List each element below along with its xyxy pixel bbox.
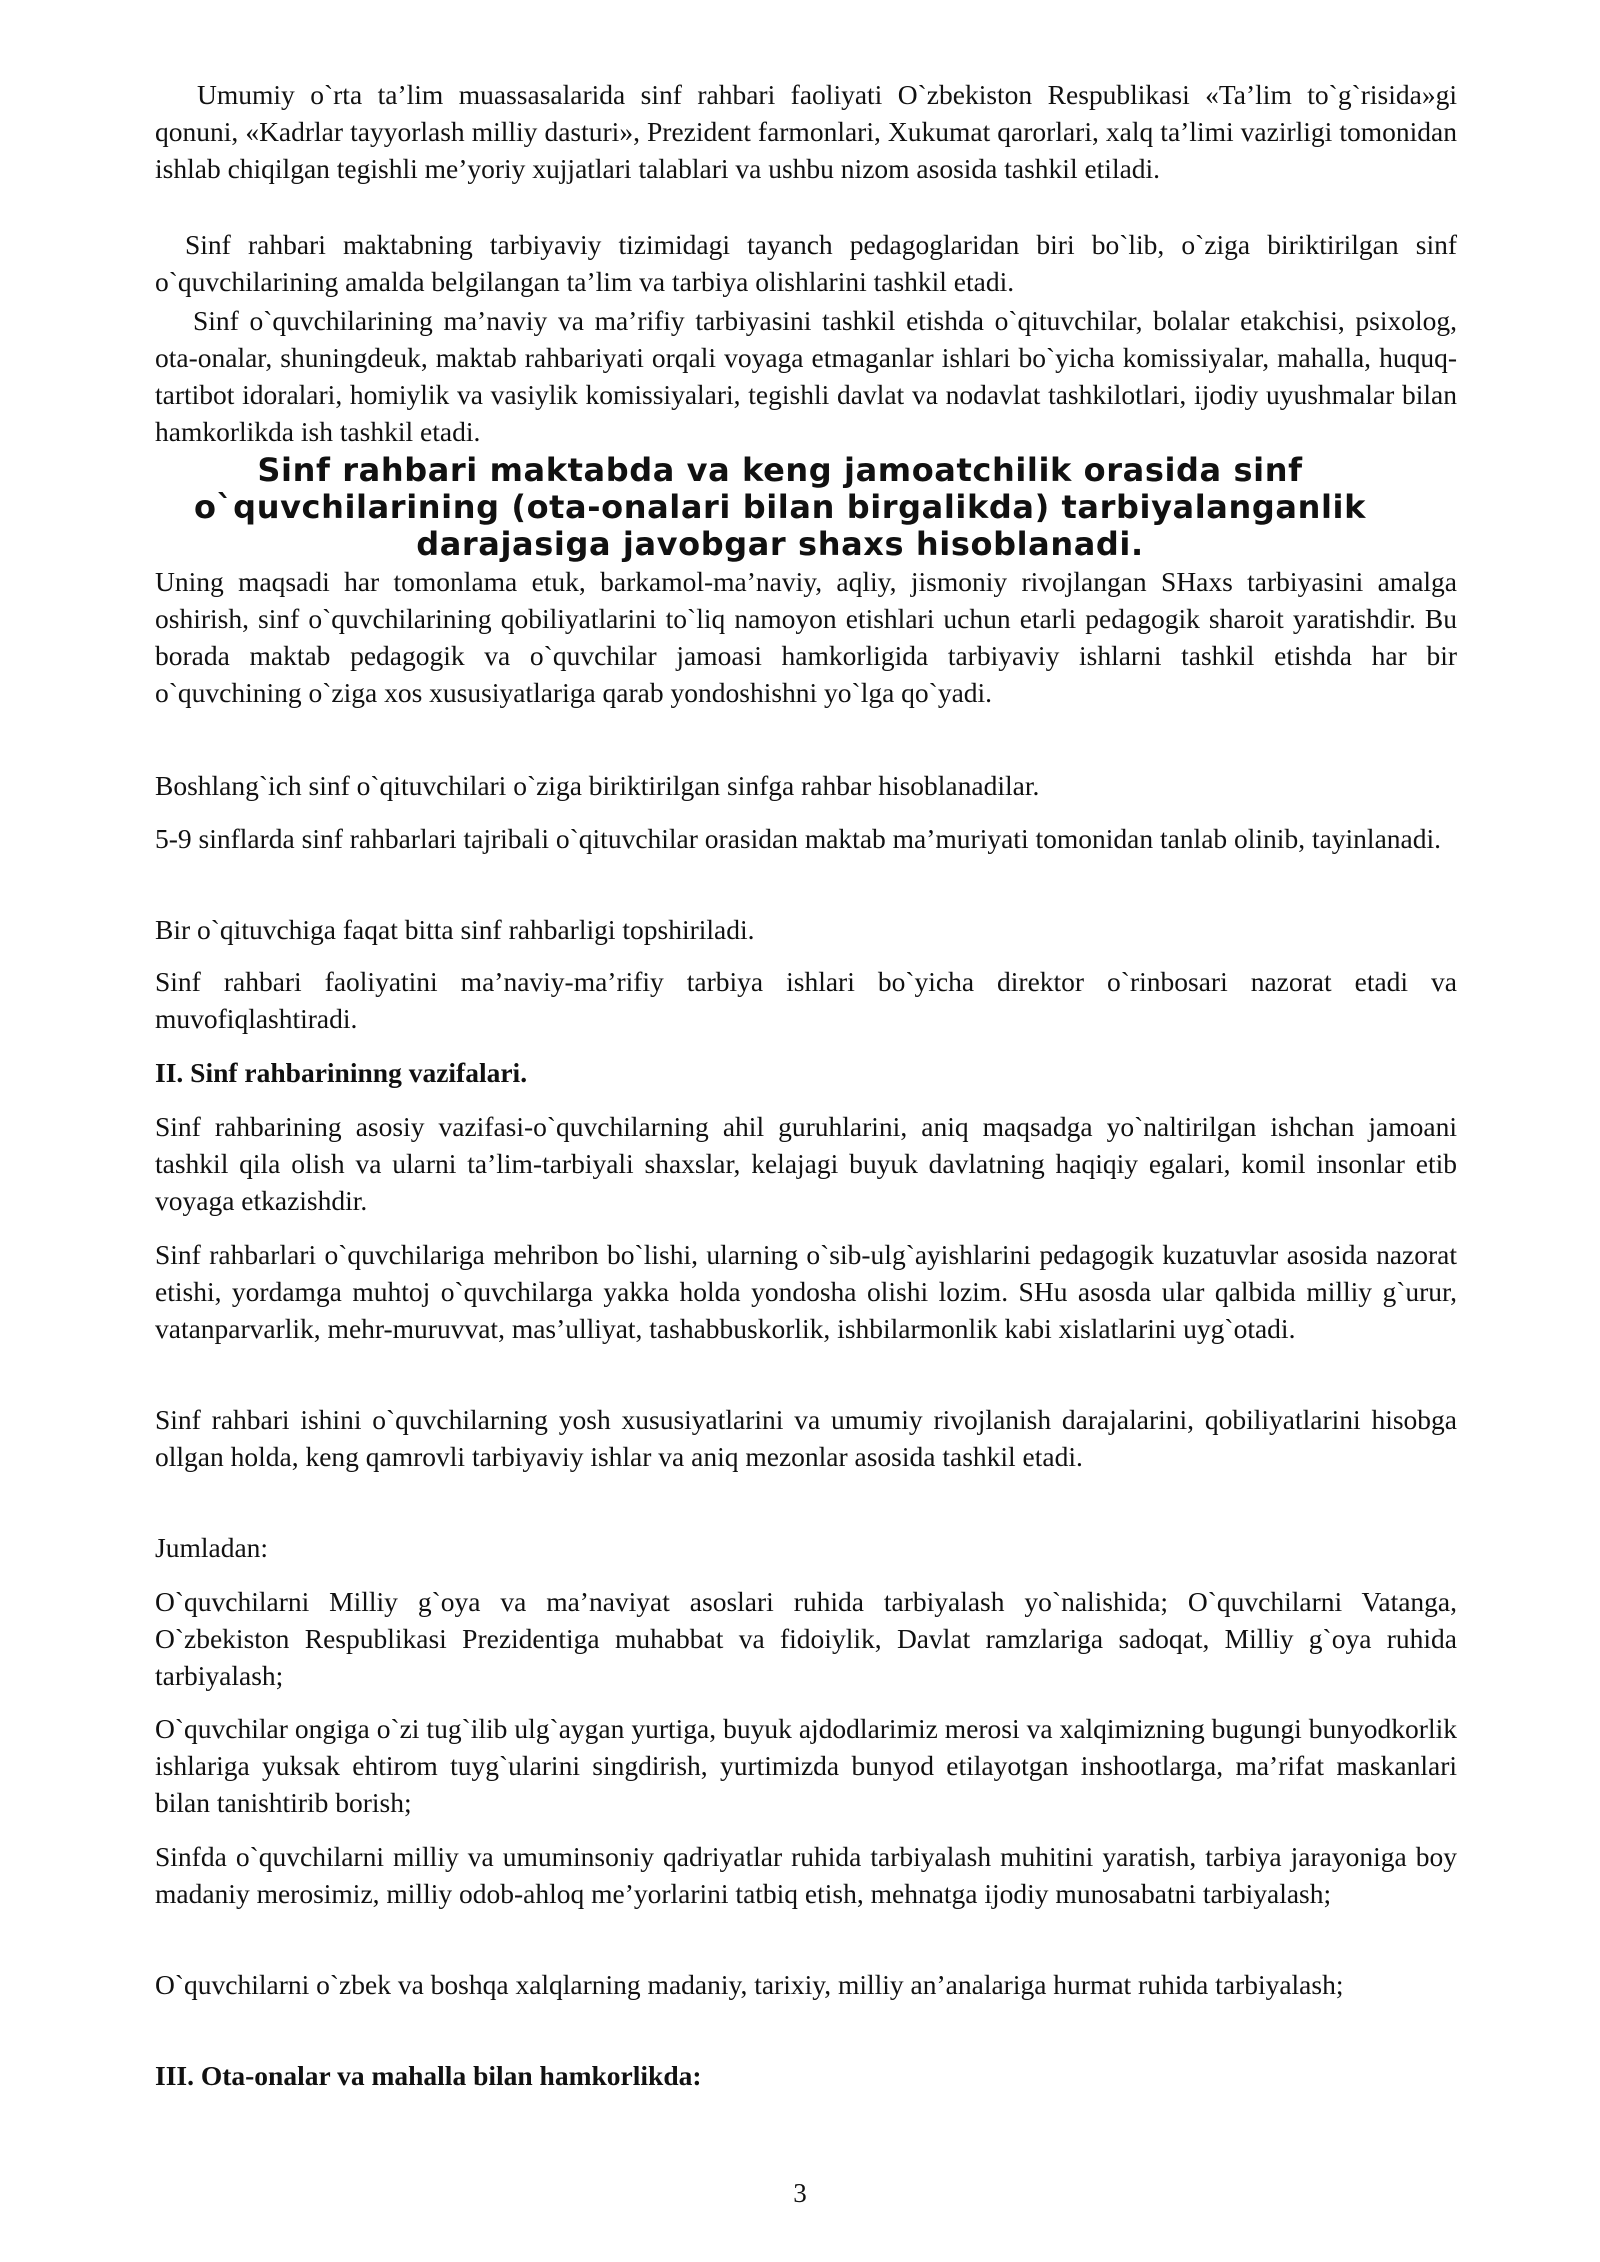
paragraph-grades-5-9: 5-9 sinflarda sinf rahbarlari tajribali o`qituvchilar orasidan maktab ma’muriyati tomonidan tanlab olinib, tayinlanadi.: [155, 823, 1442, 854]
section-title-duties: II. Sinf rahbarininng vazifalari.: [155, 1057, 528, 1088]
paragraph-cooperation: Sinf o`quvchilarining ma’naviy va ma’rifiy tarbiyasini tashkil etishda o`qituvchilar, bolalar etakchisi, psixolog, ota-onalar, shuningdeuk, maktab rahbariyati orqali voyaga etmaganlar ishlari bo`yicha komissiyalar, mahalla, huquq-tartibot idoralari, homiylik va vasiylik komissiyalari, tegishli davlat va nodavlat tashkilotlari, ijodiy uyushmalar bilan hamkorlikda ish tashkil etadi.: [155, 305, 1457, 447]
paragraph-including: Jumladan:: [155, 1532, 269, 1563]
bold-statement-heading: Sinf rahbari maktabda va keng jamoatchilik orasida sinf o`quvchilarining (ota-onalari bilan birgalikda) tarbiyalanganlik darajasiga javobgar shaxs hisoblanadi.: [194, 451, 1366, 563]
paragraph-class-leader-role: Sinf rahbari maktabning tarbiyaviy tizimidagi tayanch pedagoglaridan biri bo`lib, o`ziga biriktirilgan sinf o`quvchilarining amalda belgilangan ta’lim va tarbiya olishlarini tashkil etadi.: [155, 229, 1457, 297]
section-title-parents: III. Ota-onalar va mahalla bilan hamkorlikda:: [155, 2060, 702, 2091]
paragraph-traditions: O`quvchilarni o`zbek va boshqa xalqlarning madaniy, tarixiy, milliy an’analariga hurmat ruhida tarbiyalash;: [155, 1969, 1344, 2000]
paragraph-main-duty: Sinf rahbarining asosiy vazifasi-o`quvchilarning ahil guruhlarini, aniq maqsadga yo`naltirilgan ishchan jamoani tashkil qila olish va ularni ta’lim-tarbiyali shaxslar, kelajagi buyuk davlatning haqiqiy egalari, komil insonlar etib voyaga etkazishdir.: [155, 1111, 1457, 1216]
paragraph-primary-teachers: Boshlang`ich sinf o`qituvchilari o`ziga biriktirilgan sinfga rahbar hisoblanadilar.: [155, 770, 1040, 801]
paragraph-goal: Uning maqsadi har tomonlama etuk, barkamol-ma’naviy, aqliy, jismoniy rivojlangan SHaxs tarbiyasini amalga oshirish, sinf o`quvchilarining qobiliyatlarini to`liq namoyon etishlari uchun etarli pedagogik sharoit yaratishdir. Bu borada maktab pedagogik va o`quvchilar jamoasi hamkorligida tarbiyaviy ishlarni tashkil etishda har bir o`quvchining o`ziga xos xususiyatlariga qarab yondoshishni yo`lga qo`yadi.: [155, 566, 1457, 708]
page-number: 3: [793, 2178, 807, 2208]
paragraph-supervision: Sinf rahbari faoliyatini ma’naviy-ma’rifiy tarbiya ishlari bo`yicha direktor o`rinbosari nazorat etadi va muvofiqlashtiradi.: [155, 966, 1457, 1034]
paragraph-national-idea: O`quvchilarni Milliy g`oya va ma’naviyat asoslari ruhida tarbiyalash yo`nalishida; O`quvchilarni Vatanga, O`zbekiston Respublikasi Prezidentiga muhabbat va fidoiylik, Davlat ramzlariga sadoqat, Milliy g`oya ruhida tarbiyalash;: [155, 1586, 1457, 1691]
paragraph-values: Sinfda o`quvchilarni milliy va umuminsoniy qadriyatlar ruhida tarbiyalash muhitini yaratish, tarbiya jarayoniga boy madaniy merosimiz, milliy odob-ahloq me’yorlarini tatbiq etish, mehnatga ijodiy munosabatni tarbiyalash;: [155, 1841, 1457, 1909]
paragraph-intro: Umumiy o`rta ta’lim muassasalarida sinf rahbari faoliyati O`zbekiston Respublikasi «Ta’lim to`g`risida»gi qonuni, «Kadrlar tayyorlash milliy dasturi», Prezident farmonlari, Xukumat qarorlari, xalq ta’limi vazirligi tomonidan ishlab chiqilgan tegishli me’yoriy xujjatlari talablari va ushbu nizom asosida tashkil etiladi.: [155, 79, 1457, 184]
paragraph-heritage: O`quvchilar ongiga o`zi tug`ilib ulg`aygan yurtiga, buyuk ajdodlarimiz merosi va xalqimizning bugungi bunyodkorlik ishlariga yuksak ehtirom tuyg`ularini singdirish, yurtimizda bunyod etilayotgan inshootlarga, ma’rifat maskanlari bilan tanishtirib borish;: [155, 1713, 1457, 1818]
paragraph-work-organization: Sinf rahbari ishini o`quvchilarning yosh xususiyatlarini va umumiy rivojlanish darajalarini, qobiliyatlarini hisobga ollgan holda, keng qamrovli tarbiyaviy ishlar va aniq mezonlar asosida tashkil etadi.: [155, 1404, 1457, 1472]
paragraph-one-class: Bir o`qituvchiga faqat bitta sinf rahbarligi topshiriladi.: [155, 914, 755, 945]
paragraph-care: Sinf rahbarlari o`quvchilariga mehribon bo`lishi, ularning o`sib-ulg`ayishlarini pedagogik kuzatuvlar asosida nazorat etishi, yordamga muhtoj o`quvchilarga yakka holda yondosha olishi lozim. SHu asosda ular qalbida milliy g`urur, vatanparvarlik, mehr-muruvvat, mas’ulliyat, tashabbuskorlik, ishbilarmonlik kabi xislatlarini uyg`otadi.: [155, 1239, 1457, 1344]
